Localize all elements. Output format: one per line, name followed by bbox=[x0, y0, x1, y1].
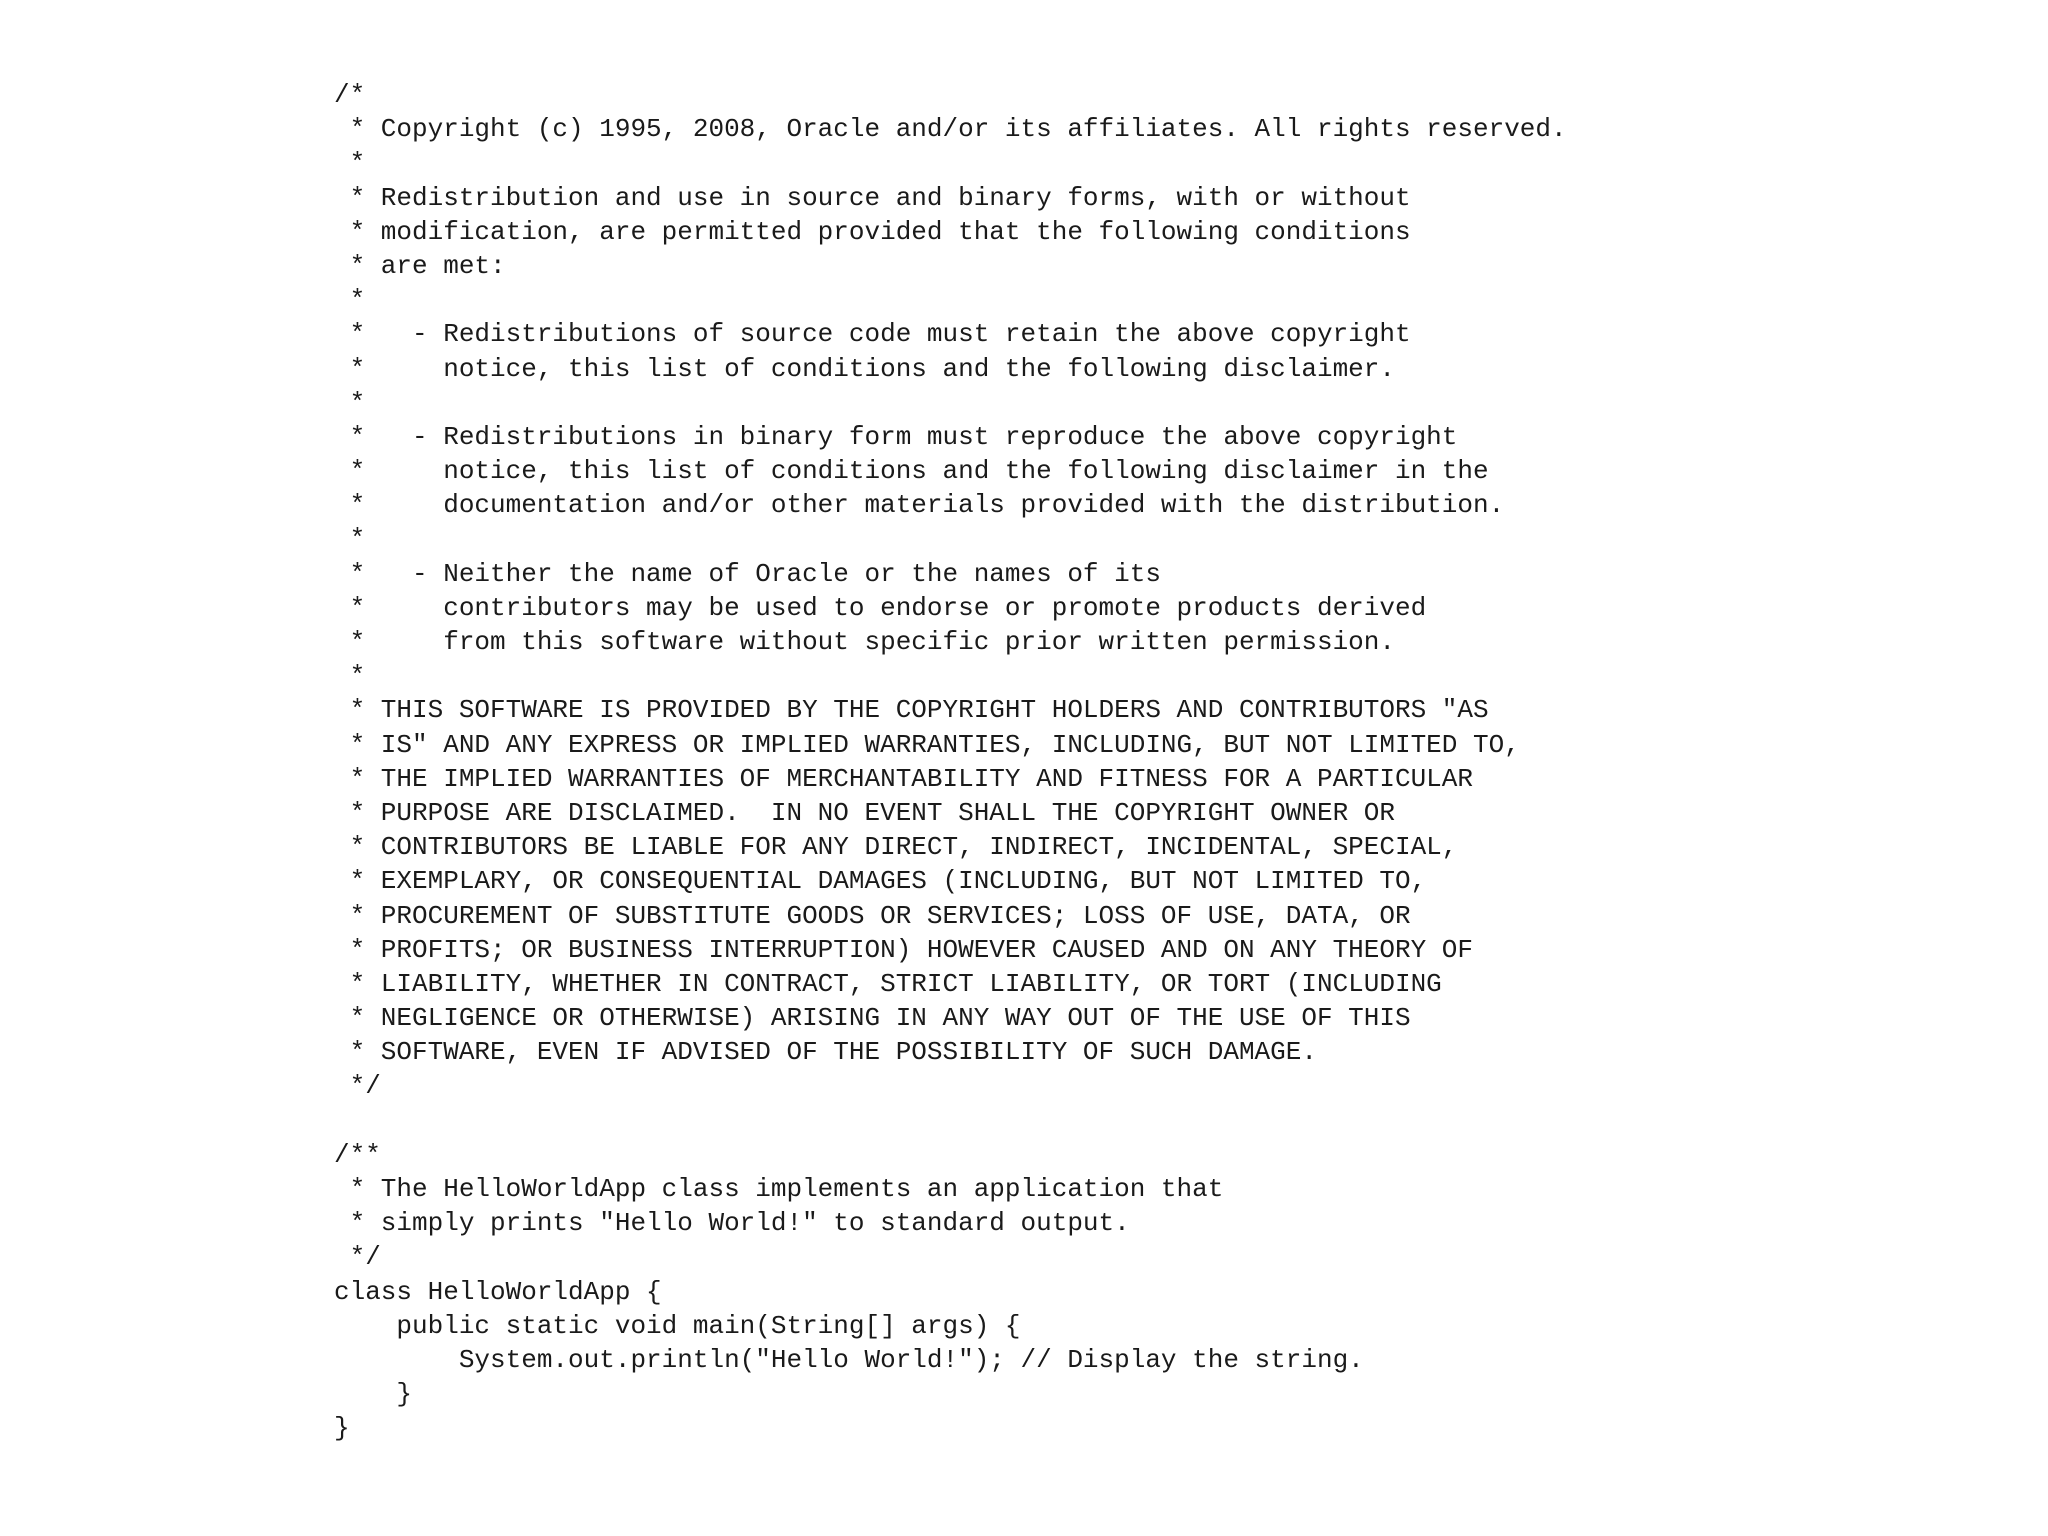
code-line: public static void main(String[] args) { bbox=[334, 1310, 1021, 1341]
code-line: * IS" AND ANY EXPRESS OR IMPLIED WARRANTIES, INCLUDING, BUT NOT LIMITED TO, bbox=[334, 729, 1520, 760]
code-line: * Copyright (c) 1995, 2008, Oracle and/or its affiliates. All rights reserved. bbox=[334, 114, 1567, 145]
code-line: * documentation and/or other materials provided with the distribution. bbox=[334, 490, 1505, 521]
code-line: * notice, this list of conditions and the following disclaimer in the bbox=[334, 456, 1489, 487]
code-line: } bbox=[334, 1413, 350, 1444]
code-line: */ bbox=[334, 1242, 381, 1273]
code-line: * bbox=[334, 387, 366, 418]
code-line: class HelloWorldApp { bbox=[334, 1276, 662, 1307]
code-line: * - Redistributions in binary form must reproduce the above copyright bbox=[334, 421, 1458, 452]
code-line: * bbox=[334, 285, 366, 316]
code-line: * notice, this list of conditions and the following disclaimer. bbox=[334, 353, 1395, 384]
code-line: * simply prints "Hello World!" to standard output. bbox=[334, 1208, 1130, 1239]
code-line: * bbox=[334, 524, 366, 555]
code-line: * CONTRIBUTORS BE LIABLE FOR ANY DIRECT, INDIRECT, INCIDENTAL, SPECIAL, bbox=[334, 832, 1458, 863]
source-code-listing bbox=[334, 78, 1567, 1446]
code-line: * bbox=[334, 148, 366, 179]
code-line: * - Redistributions of source code must retain the above copyright bbox=[334, 319, 1411, 350]
code-line: * LIABILITY, WHETHER IN CONTRACT, STRICT LIABILITY, OR TORT (INCLUDING bbox=[334, 968, 1442, 999]
code-line bbox=[334, 1104, 1567, 1138]
code-line: * SOFTWARE, EVEN IF ADVISED OF THE POSSIBILITY OF SUCH DAMAGE. bbox=[334, 1037, 1317, 1068]
code-line: * - Neither the name of Oracle or the names of its bbox=[334, 558, 1161, 589]
code-line: * contributors may be used to endorse or promote products derived bbox=[334, 592, 1427, 623]
code-line: /** bbox=[334, 1139, 381, 1170]
code-line: * PROFITS; OR BUSINESS INTERRUPTION) HOWEVER CAUSED AND ON ANY THEORY OF bbox=[334, 934, 1473, 965]
code-line: * Redistribution and use in source and binary forms, with or without bbox=[334, 182, 1411, 213]
code-line: */ bbox=[334, 1071, 381, 1102]
code-line: /* bbox=[334, 80, 366, 110]
code-line: * modification, are permitted provided that the following conditions bbox=[334, 216, 1411, 247]
code-line: * from this software without specific prior written permission. bbox=[334, 627, 1395, 657]
code-line: } bbox=[334, 1379, 413, 1410]
code-line: * THE IMPLIED WARRANTIES OF MERCHANTABILITY AND FITNESS FOR A PARTICULAR bbox=[334, 763, 1473, 794]
code-line: * THIS SOFTWARE IS PROVIDED BY THE COPYRIGHT HOLDERS AND CONTRIBUTORS "AS bbox=[334, 695, 1489, 726]
code-line: * EXEMPLARY, OR CONSEQUENTIAL DAMAGES (INCLUDING, BUT NOT LIMITED TO, bbox=[334, 866, 1427, 897]
code-line: * PURPOSE ARE DISCLAIMED. IN NO EVENT SHALL THE COPYRIGHT OWNER OR bbox=[334, 797, 1395, 828]
code-line: * bbox=[334, 661, 366, 692]
code-line: * PROCUREMENT OF SUBSTITUTE GOODS OR SERVICES; LOSS OF USE, DATA, OR bbox=[334, 900, 1411, 931]
code-line: * are met: bbox=[334, 250, 506, 281]
code-line: System.out.println("Hello World!"); // Display the string. bbox=[334, 1344, 1364, 1375]
code-line: * The HelloWorldApp class implements an application that bbox=[334, 1174, 1224, 1204]
code-line: * NEGLIGENCE OR OTHERWISE) ARISING IN ANY WAY OUT OF THE USE OF THIS bbox=[334, 1003, 1411, 1034]
